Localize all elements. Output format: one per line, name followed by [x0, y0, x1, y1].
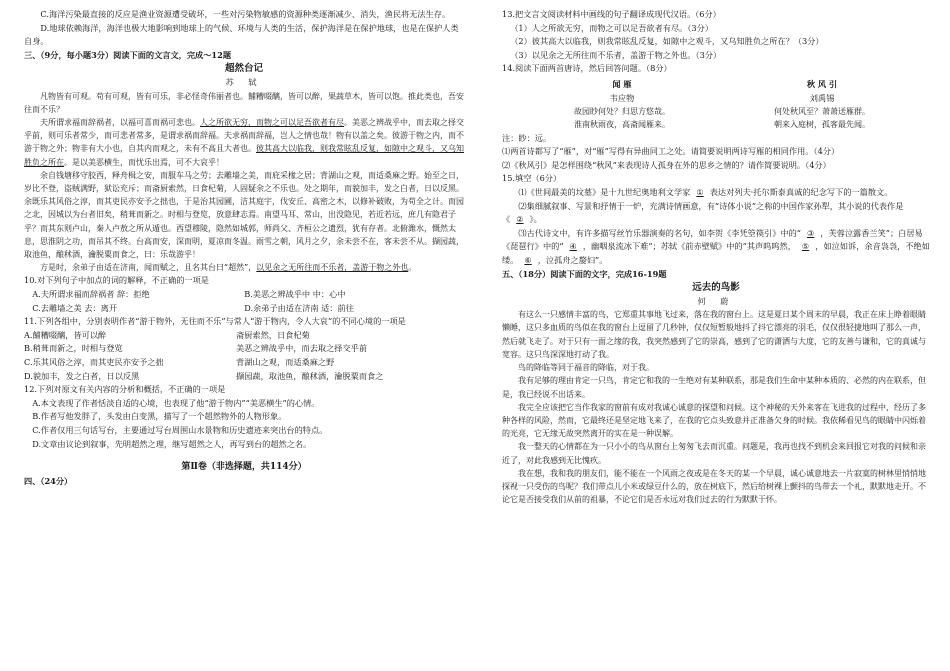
- q15-text: 表达对列夫·托尔斯泰真诚的纪念写下的一篇散文。: [709, 186, 893, 197]
- question-12-stem: 12.下列对原文有关内容的分析和概括，不正确的一项是: [24, 384, 226, 395]
- essay-paragraph: [24, 116, 464, 169]
- poem-lines: [502, 118, 930, 131]
- q15-text: 》。: [529, 214, 542, 225]
- question-11-row: [24, 342, 464, 356]
- option-d-right: 撷园蔬，取池鱼，酿秫酒，瀹脱粟而食之: [236, 370, 384, 381]
- essay-text: 方是时，余弟子由适在济南，闻而赋之，且名其台曰“超然”，: [40, 263, 257, 273]
- option-c: C.作者仅用三句话写台，主要通过写台周围山水景物和历史遗迹来突出台的特点。: [32, 424, 328, 435]
- poem-1-title: 闻 雁: [612, 78, 632, 89]
- question-13-stem: 13.把文言文阅读材料中画线的句子翻译成现代汉语。（6分）: [502, 9, 721, 19]
- essay-text: 。是以美恶横生，而忧乐出焉，可不大哀乎！: [64, 157, 224, 167]
- question-14-stem: 14.阅读下面两首唐诗，然后回答问题。（8分）: [502, 63, 672, 74]
- poem-lines: [502, 105, 930, 118]
- poem-1-author: 韦应物: [609, 92, 635, 103]
- answer-blank[interactable]: ②: [516, 214, 524, 225]
- answer-blank[interactable]: ⑥: [524, 254, 532, 265]
- poem-2-author: 刘禹锡: [809, 92, 835, 103]
- poem-2-line: 朝来入庭树，孤客最先闻。: [774, 120, 870, 130]
- poem-note: 注：眇：远。: [502, 132, 552, 143]
- q15-text: ，如泣如诉，余音袅袅，不绝如缕。: [502, 241, 930, 265]
- essay-text: 夫所谓求福而辞祸者，以福可喜而祸可悲也。: [40, 117, 200, 127]
- question-15-stem: 15.填空（6分）: [502, 173, 562, 184]
- poem-authors: [502, 92, 930, 106]
- essay-text: 。: [408, 263, 417, 273]
- story-paragraph: 有这么一只感情丰富的鸟，它郑重其事地飞过来，落在我的窗台上。这是夏日某个周末的早晨，我正在床上睁着眼睛懒睡，这只多血质的鸟似在我的窗台上逗留了几秒钟，仅仅短暂般地抖了抖它漂亮的羽毛，仅仅很轻捷地叫了那么一声，然后就飞走了。对于只有一面之缘的我，我突然感到了它的崇高，感到了它的潇洒与大度，它的友善与谦和，它的真诚与宽容。这只鸟深深地打动了我。: [502, 310, 926, 359]
- poem-2-line: 何处秋风至？萧萧送雁群。: [774, 107, 870, 117]
- question-11-row: [24, 356, 464, 370]
- poem-1-line: 淮南秋雨夜，高斋闻雁来。: [574, 120, 670, 130]
- question-10-row: [24, 302, 464, 316]
- story-author: 何 蔚: [697, 295, 735, 306]
- essay-text: 。美恶之辨战乎中，而去取之择交乎前，则可乐者常少，而可悲者常多，是谓求祸而辞福。夫求祸而辞福，岂人之情也哉！物有以盖之矣。彼游于物之内，而不游于物之外；物非有大小也，自其内而观之，未有不高且大者也。: [24, 117, 464, 154]
- answer-blank[interactable]: ③: [806, 227, 815, 238]
- option-d: D.文章由议论到叙事，先明超然之理，继写超然之人，再写到台的超然之名。: [32, 438, 312, 449]
- poem-1-line: 故园眇何处？归思方悠哉。: [574, 107, 670, 117]
- question-13-item: （2）彼其高大以临我，则我常眩乱反复，如隙中之观斗，又乌知胜负之所在？（3分）: [510, 36, 824, 47]
- section-4-heading: 四、（24分）: [24, 475, 73, 486]
- question-14-2: ⑵《秋风引》是怎样围绕“秋风”来表现诗人孤身在外的思乡之情的？请作简要说明。（4分）: [502, 159, 831, 170]
- question-13-item: （1）人之所欲无穷，而物之可以足吾欲者有尽。（3分）: [510, 22, 714, 33]
- left-column: [24, 8, 464, 488]
- essay-paragraph: [24, 261, 464, 274]
- option-a: A.本文表现了作者恬淡自适的心境，也表现了他“游于物内”“美恶横生”的心情。: [32, 397, 320, 408]
- underlined-sentence: 以见余之无所往而不乐者，盖游于物之外也: [256, 263, 409, 273]
- q15-text: ，幽咽泉流冰下难”；苏轼《前赤壁赋》中的“其声呜呜然，: [582, 241, 796, 252]
- question-14-1: ⑴两首诗都写了“雁”，对“雁”写得有异曲同工之处。请简要说明两诗写雁的相同作用。（4分）: [502, 146, 840, 157]
- q15-text: ⑶古代诗文中，有许多描写丝竹乐器演奏的名句，如李贺《李凭箜篌引》中的“: [518, 227, 801, 238]
- essay-paragraph: 余自钱塘移守胶西，释舟楫之安，而服车马之劳；去雕墙之美，而庇采椽之居；背湖山之观，而适桑麻之野。始至之日，岁比不登，盗贼满野，狱讼充斥；而斋厨索然，日食杞菊，人固疑余之不乐也。处之期年，而貌加丰，发之白者，日以反黑。余既乐其风俗之淳，而其吏民亦安予之拙也，于是治其园圃，洁其庭宇，伐安丘、高密之木，以修补破败，为苟全之计。而园之北，因城以为台者旧矣，稍葺而新之。时相与登览，放意肆志焉。南望马耳、常山，出没隐见，若近若远，庶几有隐君子乎？而其东则卢山，秦人卢敖之所从遁也。西望穆陵，隐然如城郭，师尚父、齐桓公之遗烈，犹有存者。北俯潍水，慨然太息，思淮阴之功，而吊其不终。台高而安，深而明，夏凉而冬温。雨雪之朝，风月之夕，余未尝不在，客未尝不从。撷园蔬，取池鱼，酿秫酒，瀹脱粟而食之，曰：乐哉游乎！: [24, 170, 464, 259]
- part-2-heading: 第Ⅱ卷（非选择题，共114分）: [181, 462, 307, 473]
- question-13-item: （3）以见余之无所往而不乐者，盖游于物之外也。（3分）: [510, 49, 722, 60]
- option-b-right: 美恶之辨战乎中，而去取之择交乎前: [236, 343, 368, 354]
- answer-blank[interactable]: ⑤: [801, 241, 810, 252]
- question-15-2: [502, 200, 930, 227]
- answer-blank[interactable]: ④: [569, 241, 577, 252]
- q15-text: ，泣孤舟之嫠妇”。: [537, 254, 608, 265]
- underlined-sentence: 人之所欲无穷，而物之可以足吾欲者有尽: [200, 117, 344, 127]
- question-11-row: [24, 370, 464, 384]
- option-b: B.作者写他发胖了，头发由白变黑，描写了一个超然物外的人物形象。: [32, 411, 287, 422]
- question-15-3: [502, 227, 930, 268]
- option-a: A.夫所谓求福而辞祸者 辞：拒绝: [32, 289, 150, 299]
- question-11-row: [24, 329, 464, 343]
- q15-text: ，芙蓉泣露香兰笑”；白居易《琵琶行》中的“: [502, 227, 923, 252]
- section-5-heading: 五、（18分）阅读下面的文字，完成16-19题: [502, 268, 667, 279]
- option-b: B.美恶之辨战乎中 中：心中: [244, 289, 346, 299]
- poem-titles: [502, 78, 930, 92]
- option-d-text: D.地球依赖海洋，海洋也极大地影响到地球上的气候、环境与人类的生活，保护海洋是在保护地球，也是在保护人类自身。: [24, 22, 459, 47]
- poem-2-title: 秋 风 引: [806, 78, 838, 89]
- option-b-left: B.稍葺而新之，时相与登览: [24, 343, 123, 354]
- underlined-sentence: 彼其高大以临我，则我常眩乱反复，如隙中之观斗，又乌知胜负之所在: [24, 144, 464, 167]
- story-paragraph: 鸟的降临等同于福音的降临，对于我。: [518, 363, 654, 373]
- right-column: [502, 8, 930, 506]
- essay-title: 超然台记: [224, 63, 263, 75]
- option-d: D.余弟子由适在济南 适：前往: [244, 302, 354, 313]
- q15-text: ⑴《世间最美的坟墓》是十九世纪奥地利文学家: [518, 186, 691, 197]
- option-a-left: A.餔糟啜醨，皆可以醉: [24, 329, 107, 340]
- essay-paragraph: 凡物皆有可观。苟有可观，皆有可乐，非必怪奇伟丽者也。餔糟啜醨，皆可以醉，果蔬草木，皆可以饱。推此类也，吾安往而不乐？: [24, 91, 464, 114]
- option-c: C.去雕墙之美 去：离开: [32, 302, 118, 313]
- q15-text: ⑵集细腻叙事、写景和抒情于一炉，充满诗情画意，有“诗体小说”之称的中国作家孙犁，其小说的代表作是《: [502, 200, 904, 225]
- story-title: 远去的鸟影: [692, 282, 740, 294]
- answer-blank[interactable]: ①: [696, 186, 704, 197]
- option-a-right: 斋厨索然，日食杞菊: [236, 329, 310, 340]
- section-3-heading: 三、（9分，每小题3分）阅读下面的文言文，完成～12题: [24, 49, 232, 60]
- story-paragraph: 我一整天的心情都在为一只小小的鸟从窗台上匆匆飞去而沉重。问题是，我再也找不到机会来回报它对我的问候和亲近了，对此我感到无比愧疚。: [502, 442, 926, 465]
- question-10-row: [24, 288, 464, 302]
- option-c-left: C.乐其风俗之淳，而其吏民亦安予之拙: [24, 356, 164, 367]
- question-10-stem: 10.对下列句子中加点的词的解释，不正确的一项是: [24, 275, 209, 286]
- story-paragraph: 我在想，我和我的朋友们，能不能在一个风雨之夜或是在冬天的某一个早晨，诚心诚意地去一片寂寞的树林里悄悄地探视一只受伤的鸟呢？我们带点儿小米或绿豆什么的，放在树底下，然后给树裸上颤抖的鸟带去一个礼，默默地走开。不论它是否接受我们从前的祖暴，不论它们是否永远对我们过去的行为默默于怀。: [502, 468, 926, 505]
- question-15-1: [502, 186, 930, 200]
- classical-text: [24, 90, 464, 275]
- option-d-left: D.貌加丰，发之白者，日以反黑: [24, 370, 140, 381]
- essay-author: 苏 轼: [225, 76, 263, 87]
- question-11-stem: 11.下列各组中，分别表明作者“游于物外，无往而不乐”与常人“游于物内，令人大哀”的不同心境的一项是: [24, 316, 406, 327]
- story-paragraph: 我完全应该把它当作我家的窗前有成对我诚心诚意的探望和问候。这个神秘的天外来客在飞进我的过程中，经历了多种各样的风险，然而，它最终还是坚定地飞来了，在我的它点头致意并正准备欠身的时候。我依稀看见鸟的眼睛中闪烁着的光亮，它无缘无故突然离开的实在是一种误解。: [502, 402, 926, 439]
- option-c-text: C.海洋污染最直接的反应是渔业资源遭受破坏，一些对污染物敏感的资源种类逐渐减少、消失，渔民将无法生存。: [40, 9, 451, 19]
- option-c-right: 背湖山之观，而适桑麻之野: [236, 356, 335, 367]
- story-paragraph: 我有足够的理由肯定一只鸟，肯定它和我的一生绝对有某种联系，那是我们生命中某种本质的、必然的内在联系，但是，我已经说不出话来。: [502, 376, 926, 399]
- story-text: [502, 308, 930, 506]
